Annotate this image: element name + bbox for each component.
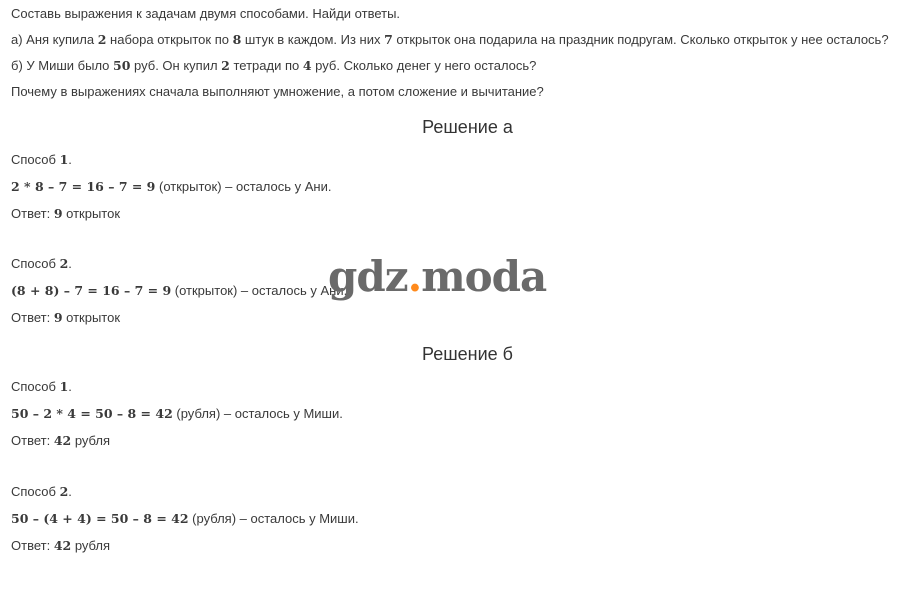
answer-label: Ответ: bbox=[11, 433, 54, 448]
task-a-number: 2 bbox=[97, 32, 107, 47]
task-a-text: штук в каждом. Из них bbox=[241, 32, 385, 47]
solution-a-way2-answer bbox=[11, 310, 120, 326]
solution-a-way1-label bbox=[11, 152, 72, 168]
task-intro bbox=[11, 6, 400, 22]
task-b-number: 50 bbox=[113, 58, 131, 73]
solution-a-title: Решение а bbox=[422, 117, 513, 137]
task-a-text: набора открыток по bbox=[106, 32, 233, 47]
math-expression: 50 – (4 + 4) = 50 – 8 = 42 bbox=[11, 511, 189, 526]
task-b-text: руб. Сколько денег у него осталось? bbox=[311, 58, 537, 73]
solution-b-title: Решение б bbox=[422, 344, 513, 364]
task-a-text: открыток она подарила на праздник подругам. Сколько открыток у нее осталось? bbox=[392, 32, 889, 47]
solution-b-way1-answer bbox=[11, 433, 110, 449]
task-b-text: руб. Он купил bbox=[130, 58, 222, 73]
math-expression: 2 * 8 – 7 = 16 – 7 = 9 bbox=[11, 179, 156, 194]
task-a-number: 7 bbox=[384, 32, 393, 47]
task-a bbox=[11, 32, 889, 48]
answer-number: 42 bbox=[53, 538, 72, 553]
expression-explanation: (открыток) – осталось у Ани. bbox=[171, 283, 348, 298]
task-b-text: б) У Миши было bbox=[11, 58, 114, 73]
watermark-logo bbox=[328, 252, 546, 302]
answer-label: Ответ: bbox=[11, 538, 54, 553]
way-label-text: Способ bbox=[11, 152, 60, 167]
solution-a-way2-expression bbox=[11, 283, 347, 299]
way-label-text: Способ bbox=[11, 379, 60, 394]
way-dot: . bbox=[68, 484, 72, 499]
task-a-text: а) Аня купила bbox=[11, 32, 98, 47]
solution-a-way1-answer bbox=[11, 206, 120, 222]
answer-unit: открыток bbox=[62, 310, 121, 325]
solution-b-way2-answer bbox=[11, 538, 110, 554]
solution-b-way2-expression bbox=[11, 511, 359, 527]
task-b-number: 2 bbox=[221, 58, 230, 73]
task-b-text: тетради по bbox=[229, 58, 303, 73]
way-number: 1 bbox=[59, 379, 69, 394]
task-b bbox=[11, 58, 536, 74]
way-dot: . bbox=[68, 256, 72, 271]
way-dot: . bbox=[68, 152, 72, 167]
watermark-part: gdz bbox=[328, 252, 408, 301]
way-label-text: Способ bbox=[11, 484, 60, 499]
answer-unit: открыток bbox=[62, 206, 121, 221]
answer-unit: рубля bbox=[71, 433, 111, 448]
math-expression: 50 – 2 * 4 = 50 – 8 = 42 bbox=[11, 406, 173, 421]
task-a-number: 8 bbox=[232, 32, 242, 47]
way-label-text: Способ bbox=[11, 256, 60, 271]
expression-explanation: (рубля) – осталось у Миши. bbox=[172, 406, 343, 421]
answer-unit: рубля bbox=[71, 538, 111, 553]
way-number: 2 bbox=[59, 484, 69, 499]
task-intro-text: Составь выражения к задачам двумя способами. Найди ответы. bbox=[11, 6, 401, 21]
answer-number: 9 bbox=[53, 310, 63, 325]
math-expression: (8 + 8) – 7 = 16 – 7 = 9 bbox=[11, 283, 172, 298]
solution-b-way2-label bbox=[11, 484, 72, 500]
answer-label: Ответ: bbox=[11, 310, 54, 325]
watermark-part: moda bbox=[421, 252, 547, 301]
watermark-dot: . bbox=[407, 252, 422, 301]
answer-number: 42 bbox=[53, 433, 72, 448]
task-b-number: 4 bbox=[302, 58, 312, 73]
solution-b-way1-expression bbox=[11, 406, 343, 422]
solution-b-way1-label bbox=[11, 379, 72, 395]
way-number: 1 bbox=[59, 152, 69, 167]
task-question-text: Почему в выражениях сначала выполняют умножение, а потом сложение и вычитание? bbox=[11, 84, 544, 99]
way-number: 2 bbox=[59, 256, 69, 271]
answer-number: 9 bbox=[53, 206, 63, 221]
task-question bbox=[11, 84, 544, 100]
solution-a-way1-expression bbox=[11, 179, 331, 195]
expression-explanation: (открыток) – осталось у Ани. bbox=[155, 179, 332, 194]
expression-explanation: (рубля) – осталось у Миши. bbox=[188, 511, 359, 526]
way-dot: . bbox=[68, 379, 72, 394]
answer-label: Ответ: bbox=[11, 206, 54, 221]
solution-a-way2-label bbox=[11, 256, 72, 272]
